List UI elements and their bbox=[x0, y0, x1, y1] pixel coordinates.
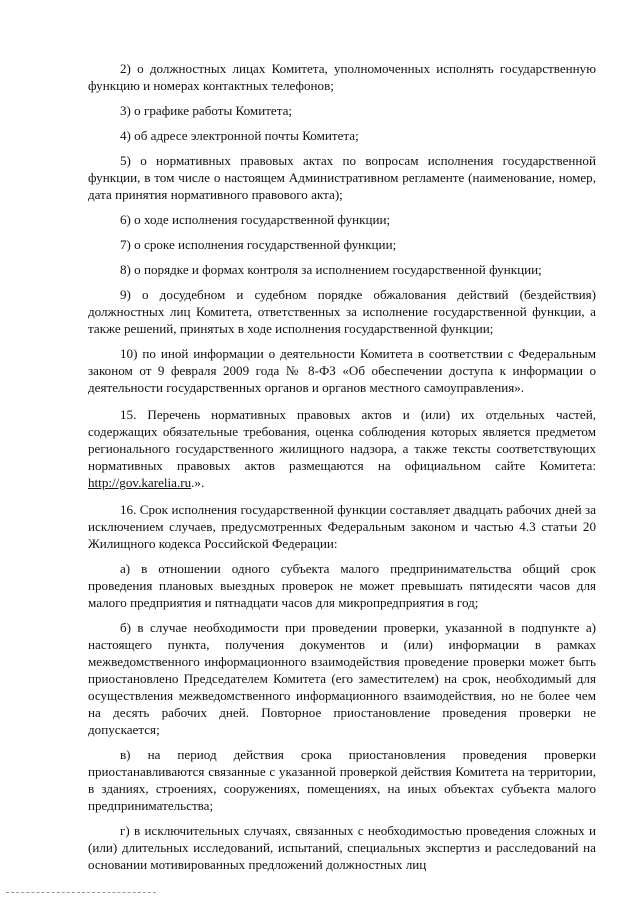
section-16-item-v: в) на период действия срока приостановления проведения проверки приостанавливаются связанные с указанной проверкой действия Комитета на территории, в зданиях, строениях, сооружениях, помещениях, на иных объектах субъекта малого предпринимательства; bbox=[88, 747, 596, 813]
section-16-item-b: б) в случае необходимости при проведении проверки, указанной в подпункте а) настоящего пункта, получения документов и (или) информации в рамках межведомственного информационного взаимодействия проведение проверки может быть приостановлено Председателем Комитета (его заместителем) на срок, необходимый для осуществления межведомственного информационного взаимодействия, но не более чем на десять рабочих дней. Повторное приостановление проведения проверки не допускается; bbox=[88, 620, 596, 737]
section-16-paragraph: 16. Срок исполнения государственной функции составляет двадцать рабочих дней за исключением случаев, предусмотренных Федеральным законом и частью 4.3 статьи 20 Жилищного кодекса Российской Федерации: bbox=[88, 502, 596, 551]
section-15-text-end: .». bbox=[191, 475, 205, 490]
item-3-schedule: 3) о графике работы Комитета; bbox=[120, 103, 293, 118]
item-2-contacts: 2) о должностных лицах Комитета, уполномоченных исполнять государственную функцию и номерах контактных телефонов; bbox=[88, 61, 596, 93]
footer-divider bbox=[6, 892, 156, 893]
section-15-paragraph bbox=[88, 406, 596, 491]
official-site-link[interactable]: http://gov.karelia.ru bbox=[88, 475, 192, 490]
section-16-item-g: г) в исключительных случаях, связанных с необходимостью проведения сложных и (или) длительных исследований, испытаний, специальных экспертиз и расследований на основании мотивированных предложений должностных лиц bbox=[88, 823, 596, 872]
item-10-other-info: 10) по иной информации о деятельности Комитета в соответствии с Федеральным законом от 9 февраля 2009 года № 8-ФЗ «Об обеспечении доступа к информации о деятельности государственных органов и органов местного самоуправления». bbox=[88, 346, 596, 395]
section-16-item-a: а) в отношении одного субъекта малого предпринимательства общий срок проведения плановых выездных проверок не может превышать пятидесяти часов для малого предприятия и пятнадцати часов для микропредприятия в год; bbox=[88, 561, 596, 610]
section-15-text: 15. Перечень нормативных правовых актов и (или) их отдельных частей, содержащих обязательные требования, оценка соблюдения которых является предметом регионального государственного жилищного надзора, а также тексты соответствующих нормативных правовых актов размещаются на официальном сайте Комитета: bbox=[88, 407, 596, 473]
item-8-control: 8) о порядке и формах контроля за исполнением государственной функции; bbox=[120, 262, 542, 277]
item-5-legal-acts: 5) о нормативных правовых актах по вопросам исполнения государственной функции, в том числе о настоящем Административном регламенте (наименование, номер, дата принятия нормативного правового акта); bbox=[88, 153, 596, 202]
item-6-progress: 6) о ходе исполнения государственной функции; bbox=[120, 212, 391, 227]
item-4-email: 4) об адресе электронной почты Комитета; bbox=[120, 128, 359, 143]
item-7-deadline: 7) о сроке исполнения государственной функции; bbox=[120, 237, 397, 252]
item-9-appeal: 9) о досудебном и судебном порядке обжалования действий (бездействия) должностных лиц Комитета, ответственных за исполнение государственной функции, а также решений, принятых в ходе исполнения государственной функции; bbox=[88, 287, 596, 336]
document-page bbox=[88, 60, 596, 881]
